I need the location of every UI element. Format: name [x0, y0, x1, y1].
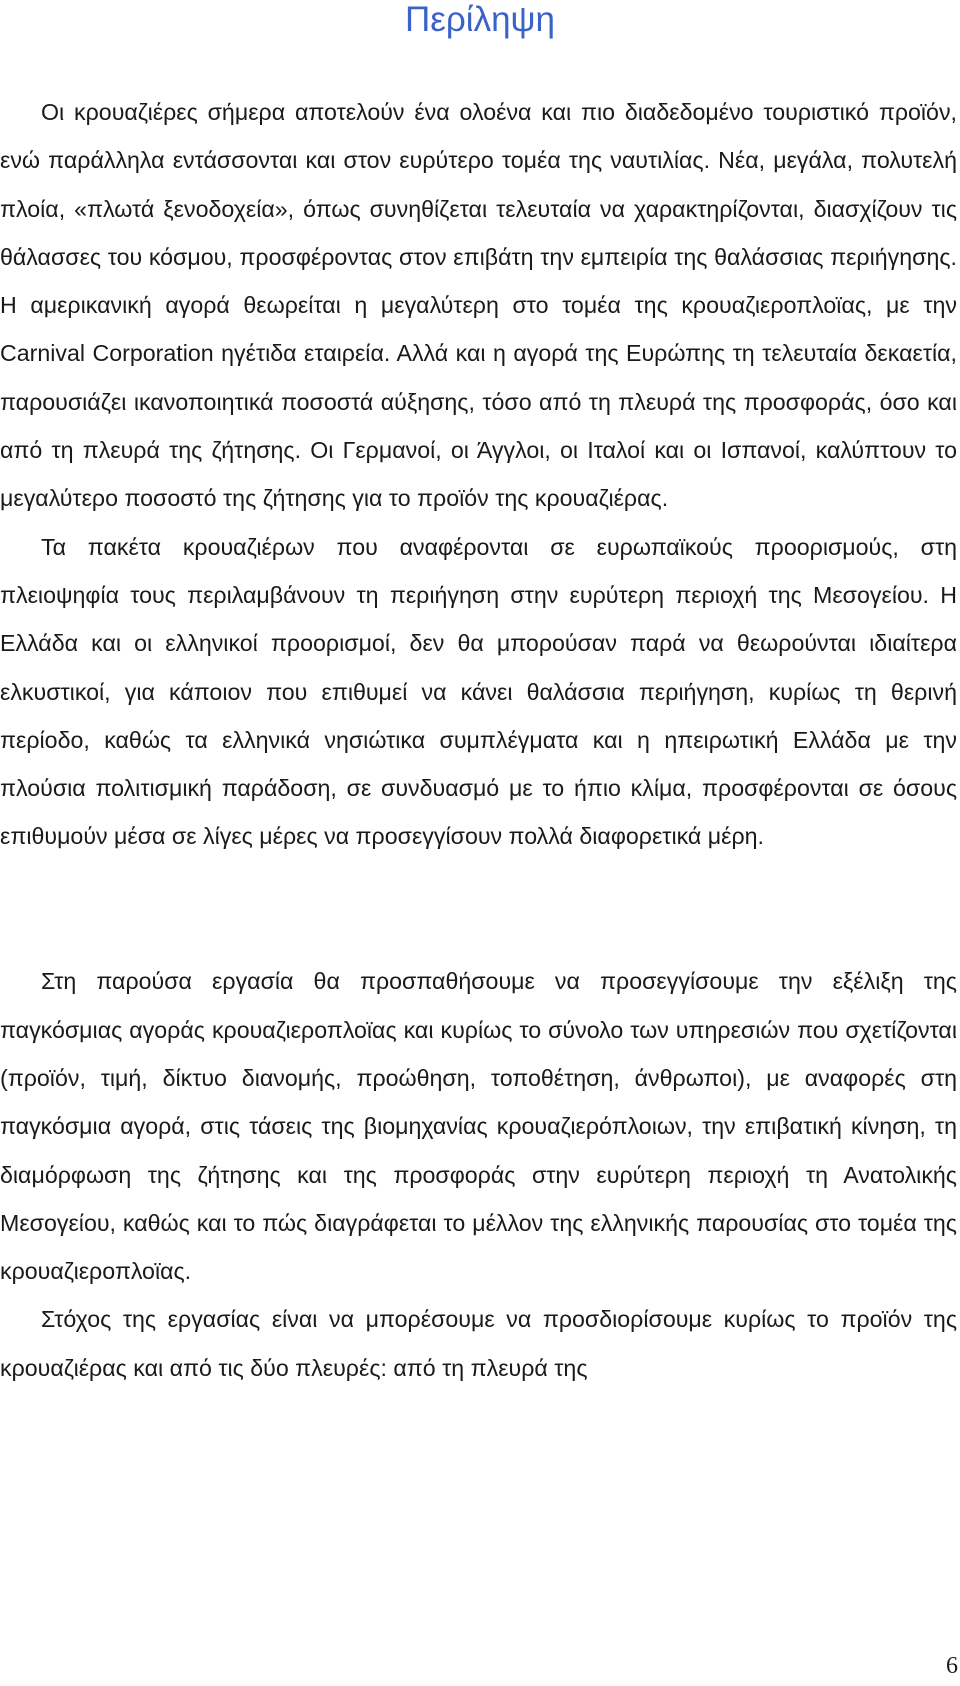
paragraph-2: Τα πακέτα κρουαζιέρων που αναφέρονται σε ευρωπαϊκούς προορισμούς, στη πλειοψηφία τους περιλαμβάνουν τη περιήγηση στην ευρύτερη περιοχή της Μεσογείου. Η Ελλάδα και οι ελληνικοί προορισμοί, δεν θα μπορούσαν παρά να θεωρούνται ιδιαίτερα ελκυστικοί, για κάποιον που επιθυμεί να κάνει θαλάσσια περιήγηση, κυρίως τη θερινή περίοδο, καθώς τα ελληνικά νησιώτικα συμπλέγματα και η ηπειρωτική Ελλάδα με την πλούσια πολιτισμική παράδοση, σε συνδυασμό με το ήπιο κλίμα, προσφέρονται σε όσους επιθυμούν μέσα σε λίγες μέρες να προσεγγίσουν πολλά διαφορετικά μέρη.: [0, 533, 957, 850]
paragraph-1: Οι κρουαζιέρες σήμερα αποτελούν ένα ολοένα και πιο διαδεδομένο τουριστικό προϊόν, ενώ παράλληλα εντάσσονται και στον ευρύτερο τομέα της ναυτιλίας. Νέα, μεγάλα, πολυτελή πλοία, «πλωτά ξενοδοχεία», όπως συνηθίζεται τελευταία να χαρακτηρίζονται, διασχίζουν τις θάλασσες του κόσμου, προσφέροντας στον επιβάτη την εμπειρία της θαλάσσιας περιήγησης. Η αμερικανική αγορά θεωρείται η μεγαλύτερη στο τομέα της κρουαζιεροπλοϊας, με την Carnival Corporation ηγέτιδα εταιρεία. Αλλά και η αγορά της Ευρώπης τη τελευταία δεκαετία, παρουσιάζει ικανοποιητικά ποσοστά αύξησης, τόσο από τη πλευρά της προσφοράς, όσο και από τη πλευρά της ζήτησης. Οι Γερμανοί, οι Άγγλοι, οι Ιταλοί και οι Ισπανοί, καλύπτουν το μεγαλύτερο ποσοστό της ζήτησης για το προϊόν της κρουαζιέρας.: [0, 99, 957, 512]
page-title: Περίληψη: [405, 0, 555, 39]
paragraph-4: Στόχος της εργασίας είναι να μπορέσουμε να προσδιορίσουμε κυρίως το προϊόν της κρουαζιέρας και από τις δύο πλευρές: από τη πλευρά της: [0, 1306, 957, 1381]
paragraph-3: Στη παρούσα εργασία θα προσπαθήσουμε να προσεγγίσουμε την εξέλιξη της παγκόσμιας αγοράς κρουαζιεροπλοϊας και κυρίως το σύνολο των υπηρεσιών που σχετίζονται (προϊόν, τιμή, δίκτυο διανομής, προώθηση, τοποθέτηση, άνθρωποι), με αναφορές στη παγκόσμια αγορά, στις τάσεις της βιομηχανίας κρουαζιερόπλοιων, την επιβατική κίνηση, τη διαμόρφωση της ζήτησης και της προσφοράς στην ευρύτερη περιοχή τη Ανατολικής Μεσογείου, καθώς και το πώς διαγράφεται το μέλλον της ελληνικής παρουσίας στο τομέα της κρουαζιεροπλοϊας.: [0, 968, 957, 1285]
page-number: 6: [946, 1653, 958, 1679]
document-body: [0, 88, 957, 1392]
